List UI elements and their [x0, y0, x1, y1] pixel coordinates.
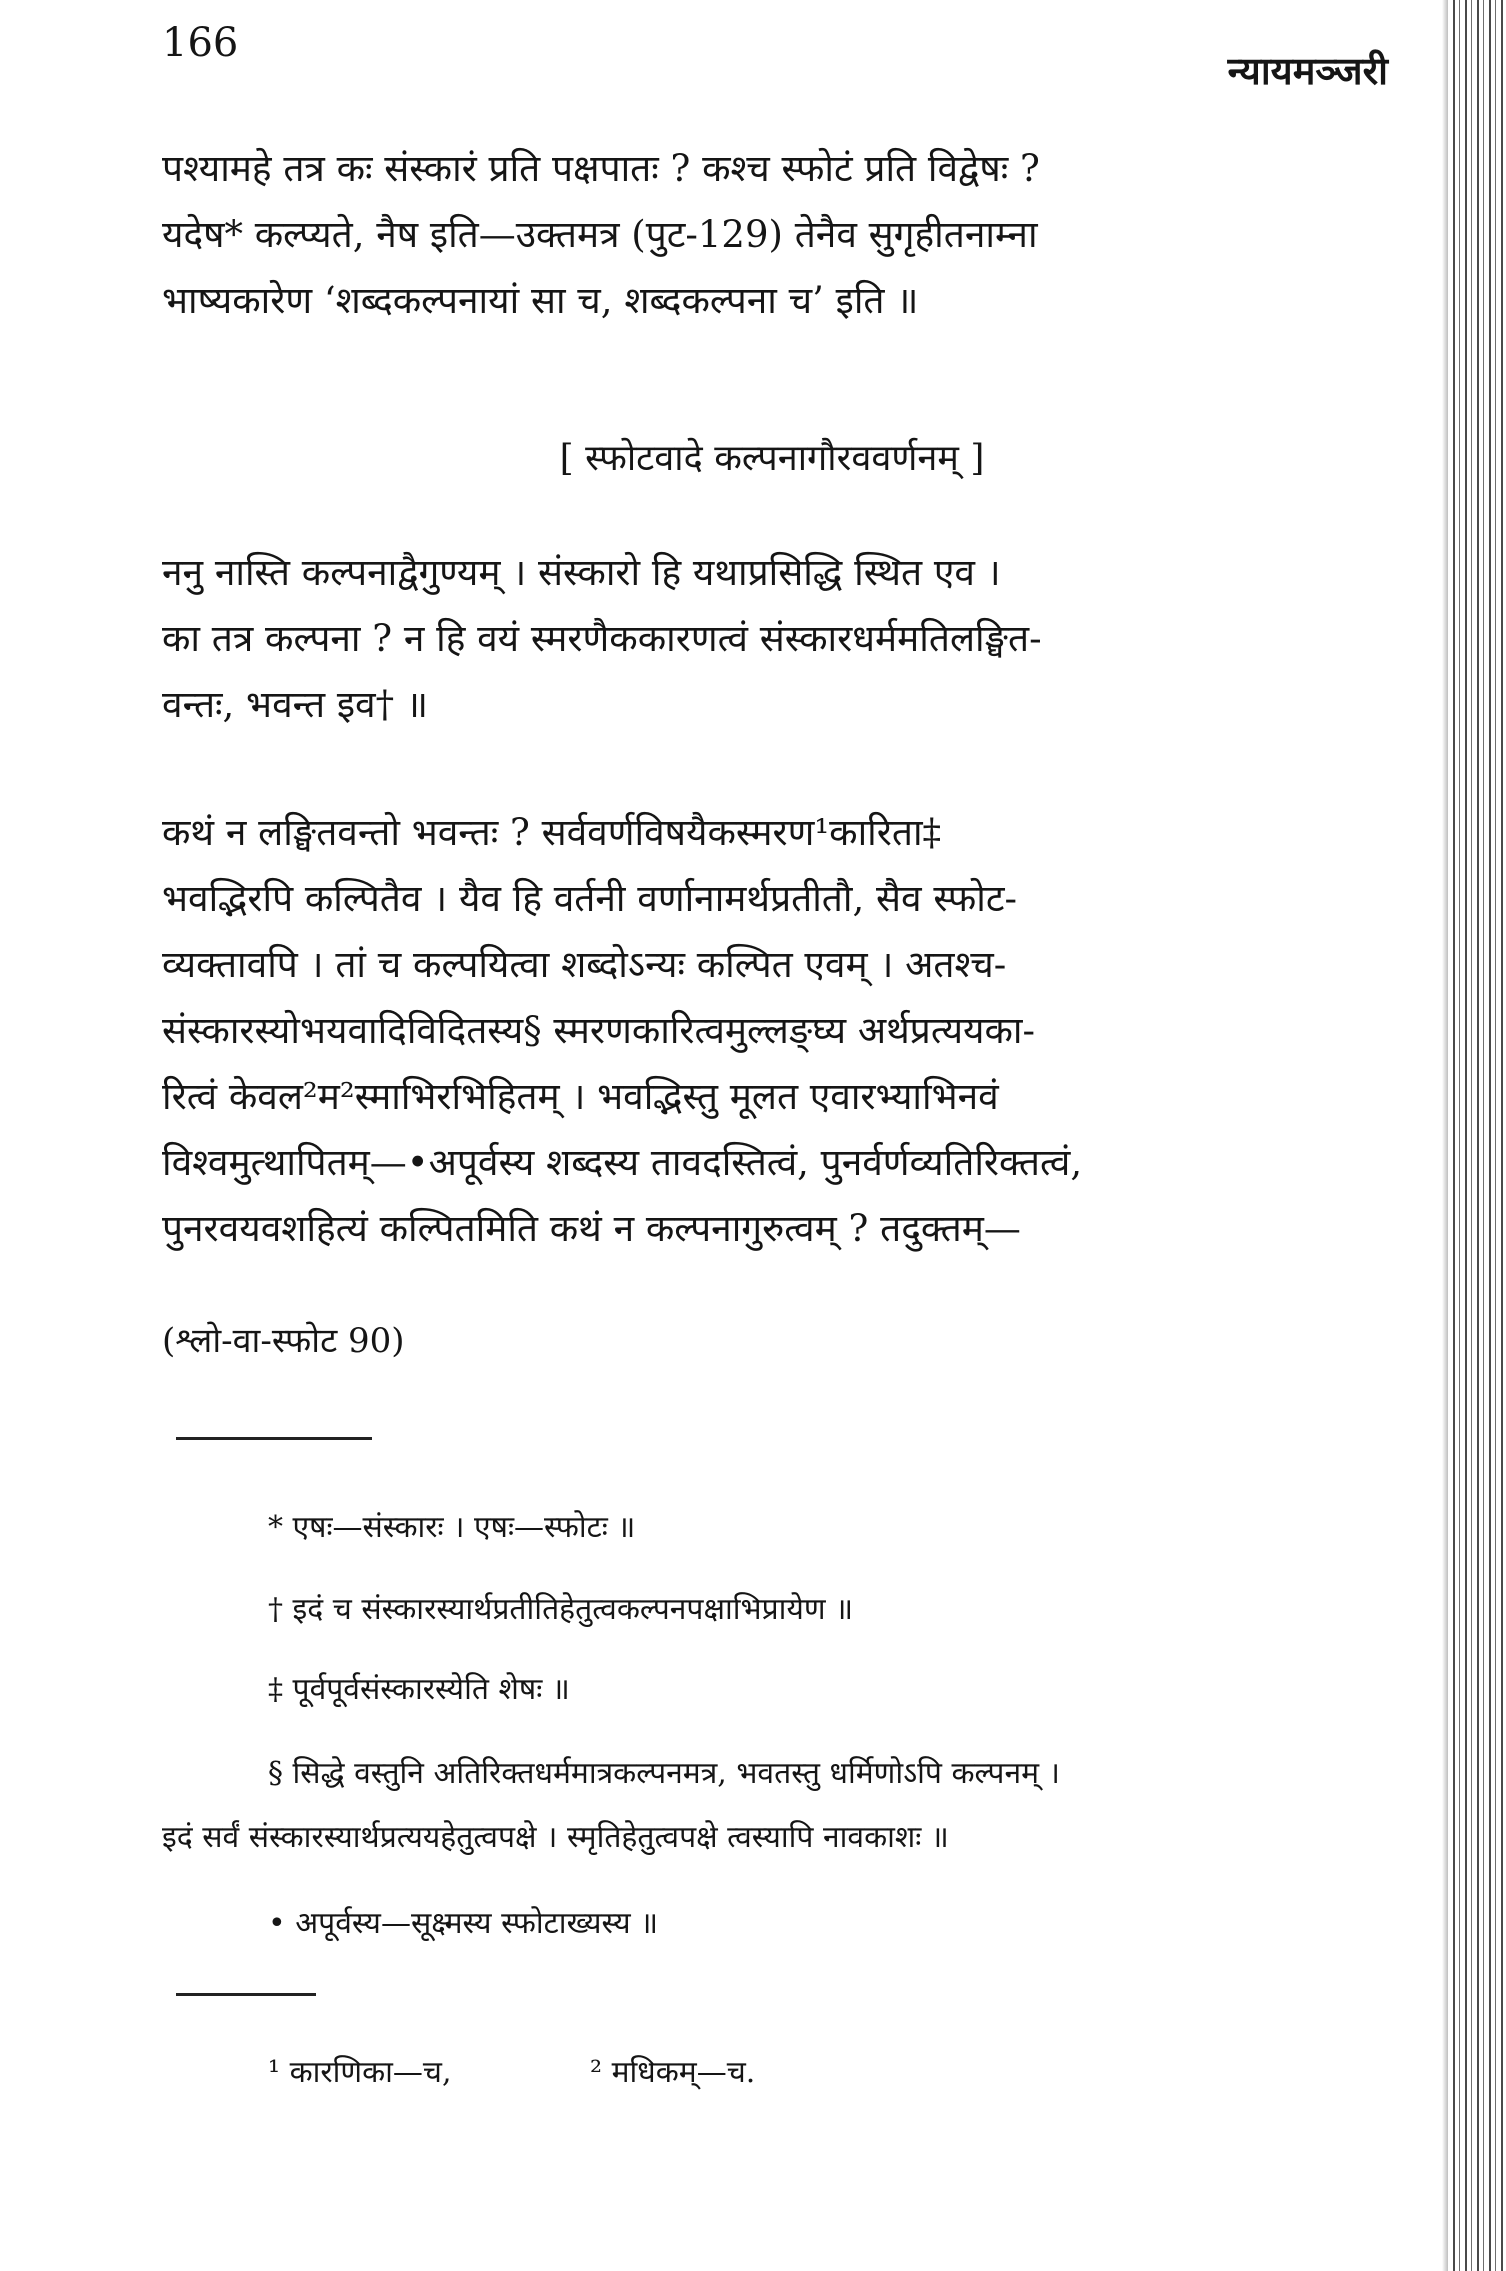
footnote-dagger: † इदं च संस्कारस्यार्थप्रतीतिहेतुत्वकल्पनपक्षाभिप्रायेण ॥ [268, 1592, 854, 1627]
text-line: विश्वमुत्थापितम्—•अपूर्वस्य शब्दस्य तावदस्तित्वं, पुनर्वर्णव्यतिरिक्तत्वं, [162, 1141, 1083, 1184]
text-line: वन्तः, भवन्त इव† ॥ [162, 683, 429, 726]
paragraph-3 [162, 800, 1382, 1262]
variant-reading-2: ² मधिकम्—च. [590, 2055, 756, 2090]
text-line: ननु नास्ति कल्पनाद्वैगुण्यम् । संस्कारो हि यथाप्रसिद्धि स्थित एव । [162, 551, 1001, 594]
binding-shadow [1442, 0, 1448, 2271]
section-heading: [ स्फोटवादे कल्पनागौरववर्णनम् ] [559, 438, 985, 479]
footnote-section-line-2: इदं सर्वं संस्कारस्यार्थप्रत्ययहेतुत्वपक्षे । स्मृतिहेतुत्वपक्षे त्वस्यापि नावकाशः ॥ [162, 1820, 949, 1855]
paragraph-2 [162, 540, 1382, 738]
text-line: रित्वं केवल²म²स्माभिरभिहितम् । भवद्भिस्तु मूलत एवारभ्याभिनवं [162, 1075, 999, 1118]
text-line: यदेष* कल्प्यते, नैष इति—उक्तमत्र (पुट-129) तेनैव सुगृहीतनाम्ना [162, 213, 1038, 256]
text-line: भाष्यकारेण ‘शब्दकल्पनायां सा च, शब्दकल्पना च’ इति ॥ [162, 279, 919, 322]
footnote-bullet: • अपूर्वस्य—सूक्ष्मस्य स्फोटाख्यस्य ॥ [268, 1906, 659, 1941]
variant-divider [176, 1993, 316, 1996]
text-line: कथं न लङ्घितवन्तो भवन्तः ? सर्ववर्णविषयैकस्मरण¹कारिता‡ [162, 811, 942, 854]
binding-edge [1448, 0, 1506, 2271]
running-title: न्यायमञ्जरी [1227, 48, 1388, 93]
footnote-asterisk: * एषः—संस्कारः । एषः—स्फोटः ॥ [268, 1510, 636, 1545]
variant-reading-1: ¹ कारणिका—च, [268, 2055, 452, 2090]
text-line: पश्यामहे तत्र कः संस्कारं प्रति पक्षपातः ? कश्च स्फोटं प्रति विद्वेषः ? [162, 147, 1040, 190]
footnote-double-dagger: ‡ पूर्वपूर्वसंस्कारस्येति शेषः ॥ [268, 1672, 570, 1707]
verse-reference: (श्लो-वा-स्फोट 90) [162, 1321, 405, 1361]
paragraph-1 [162, 136, 1382, 334]
footnote-section-line-1: § सिद्धे वस्तुनि अतिरिक्तधर्ममात्रकल्पनमत्र, भवतस्तु धर्मिणोऽपि कल्पनम् । [268, 1756, 1060, 1791]
text-line: संस्कारस्योभयवादिविदितस्य§ स्मरणकारित्वमुल्लङ्घ्य अर्थप्रत्ययका- [162, 1009, 1035, 1052]
page-number: 166 [162, 20, 239, 66]
text-line: का तत्र कल्पना ? न हि वयं स्मरणैककारणत्वं संस्कारधर्ममतिलङ्घित- [162, 617, 1042, 660]
text-line: व्यक्तावपि । तां च कल्पयित्वा शब्दोऽन्यः कल्पित एवम् । अतश्च- [162, 943, 1007, 986]
footnote-divider [176, 1437, 372, 1440]
text-line: पुनरवयवशहित्यं कल्पितमिति कथं न कल्पनागुरुत्वम् ? तदुक्तम्— [162, 1207, 1021, 1250]
text-line: भवद्भिरपि कल्पितैव । यैव हि वर्तनी वर्णानामर्थप्रतीतौ, सैव स्फोट- [162, 877, 1017, 920]
